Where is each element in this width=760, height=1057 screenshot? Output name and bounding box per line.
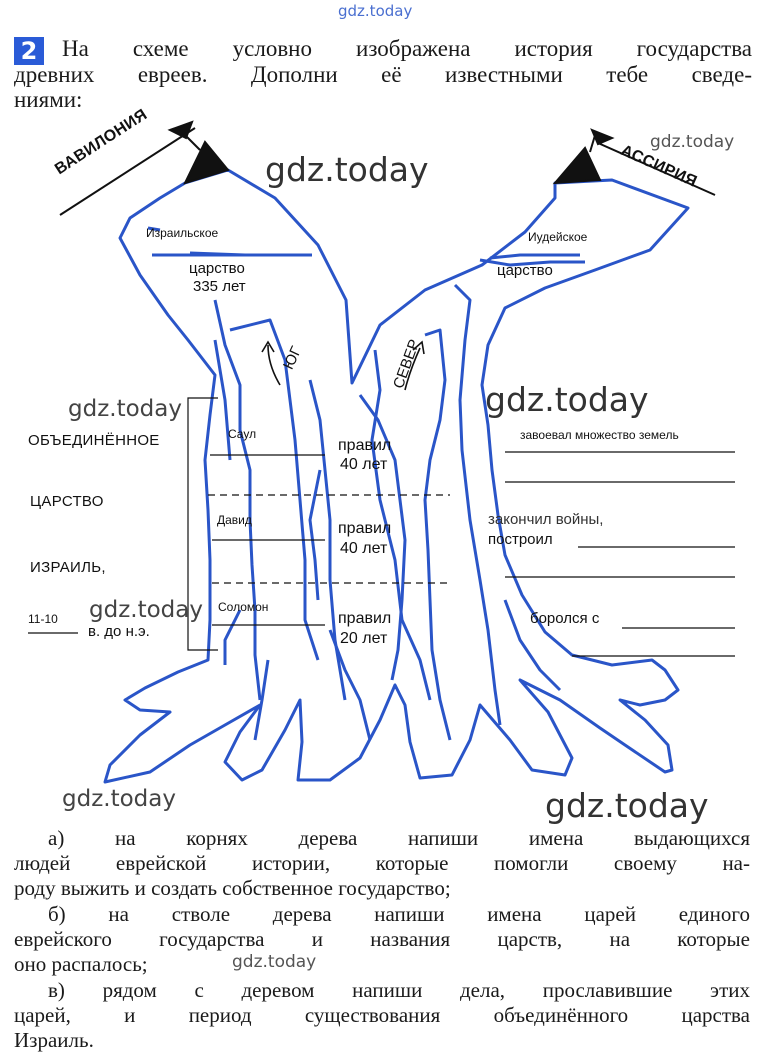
king-david-ruled: правил [338, 520, 392, 537]
king-saul-years: 40 лет [340, 456, 388, 473]
question-a-line-1: а) на корнях дерева напиши имена выдающихся [48, 826, 750, 850]
king-solomon-ruled: правил [338, 610, 392, 627]
deed-david-1: закончил войны, [488, 511, 604, 528]
intro-line-3: ниями: [14, 87, 83, 112]
question-c-line-2: царей, и период существования объединённого царства [14, 1003, 750, 1027]
north-label: СЕВЕР [390, 337, 424, 391]
watermark-left-low: gdz.today [89, 597, 203, 623]
watermark-bottom-right: gdz.today [545, 786, 709, 825]
king-david-name: Давид [217, 513, 252, 527]
south-label: ЮГ [280, 343, 306, 373]
question-b [14, 902, 750, 977]
task-number-badge: 2 [14, 37, 44, 65]
watermark-tree-top: gdz.today [265, 150, 429, 189]
watermark-bottom-left: gdz.today [62, 786, 176, 812]
period-centuries: 11-10 [28, 612, 58, 626]
question-a [14, 826, 750, 901]
deed-david-2: построил [488, 531, 553, 548]
judah-kingdom-label: Иудейское [528, 230, 588, 244]
king-solomon-name: Соломон [218, 600, 269, 614]
period-era: в. до н.э. [88, 623, 150, 640]
question-c-line-1: в) рядом с деревом напиши дела, прославившие этих [48, 978, 750, 1002]
kingdom-right-label: царство [497, 262, 553, 279]
king-saul-ruled: правил [338, 437, 392, 454]
king-saul-name: Саул [228, 427, 257, 441]
intro-line-2: древних евреев. Дополни её известными тебе сведе- [14, 62, 752, 87]
question-b-line-3: оно распалось; [14, 952, 148, 976]
watermark-left-mid: gdz.today [68, 396, 182, 422]
years-left-label: 335 лет [193, 278, 246, 295]
king-solomon-years: 20 лет [340, 630, 388, 647]
babylonia-label: ВАВИЛОНИЯ [52, 106, 151, 179]
question-c [14, 978, 750, 1053]
intro-line-1: На схеме условно изображена история государства [62, 36, 752, 61]
united-kingdom-line-3: ИЗРАИЛЬ, [30, 559, 106, 576]
watermark-right-mid: gdz.today [485, 380, 649, 419]
united-kingdom-line-2: ЦАРСТВО [30, 493, 104, 510]
watermark-assyria: gdz.today [650, 132, 735, 152]
question-a-line-3: роду выжить и создать собственное государство; [14, 876, 451, 900]
king-david-years: 40 лет [340, 540, 388, 557]
question-b-line-2: еврейского государства и названия царств, на которые [14, 927, 750, 951]
deed-saul: завоевал множество земель [520, 428, 679, 442]
question-c-line-3: Израиль. [14, 1028, 94, 1052]
question-b-line-1: б) на стволе дерева напиши имена царей единого [48, 902, 750, 926]
question-a-line-2: людей еврейской истории, которые помогли своему на- [14, 851, 750, 875]
kingdom-left-label: царство [189, 260, 245, 277]
israel-kingdom-label: Израильское [146, 226, 219, 240]
watermark-top: gdz.today [338, 2, 413, 20]
assyria-label: АССИРИЯ [618, 142, 700, 191]
united-kingdom-line-1: ОБЪЕДИНЁННОЕ [28, 432, 160, 449]
deed-solomon: боролся с [530, 610, 600, 627]
watermark-text-b: gdz.today [232, 952, 317, 972]
